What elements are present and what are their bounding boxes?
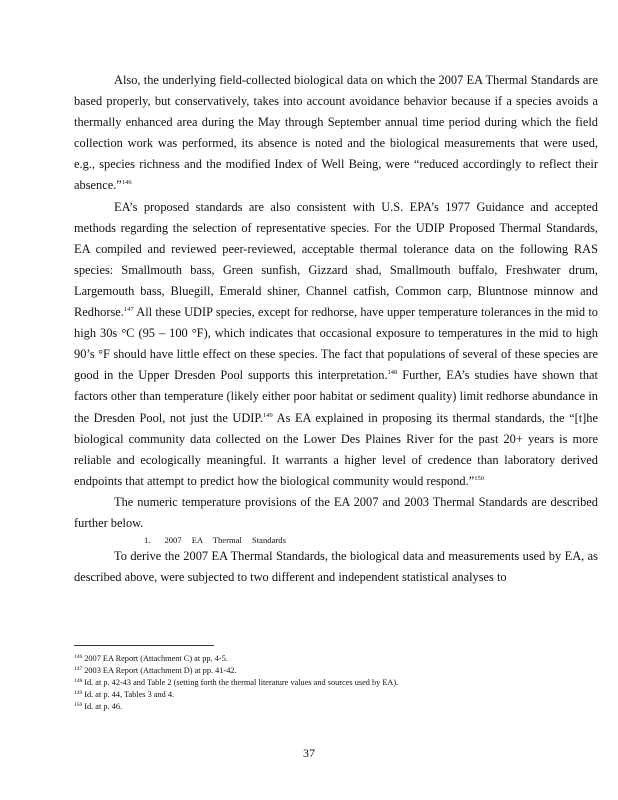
paragraph-text: Also, the underlying field-collected biological data on which the 2007 EA Thermal Standards are based properly, but conservatively, takes into account avoidance behavior because if a species avoids a thermally enhanced area during the May through September annual time period during which the field collection work was performed, its absence is noted and the biological measurements that were used, e.g., species richness and the modified Index of Well Being, were “reduced accordingly to reflect their absence.” — [74, 73, 598, 193]
paragraph-text: As EA explained in proposing its thermal standards, the “[t]he biological community data collected on the Lower Des Plaines River for the past 20+ years is more reliable and ecologically meaningful. It warrants a higher level of credence than laboratory derived endpoints that attempt to predict how the biological community would respond.” — [74, 410, 598, 488]
footnote-ref: 150 — [474, 474, 484, 482]
body-text — [74, 70, 598, 588]
footnote-ref: 147 — [123, 306, 134, 314]
paragraph-derivation — [74, 546, 598, 588]
section-heading — [74, 534, 598, 546]
footnote-item — [74, 688, 594, 700]
footnote-text: Id. at p. 44, Tables 3 and 4. — [84, 690, 175, 699]
section-number: 1. — [144, 535, 151, 546]
paragraph-text: To derive the 2007 EA Thermal Standards, the biological data and measurements used by EA, as described above, were subjected to two different and independent statistical analyses to — [74, 549, 598, 585]
paragraph-species — [74, 197, 598, 492]
footnote-item — [74, 676, 594, 688]
section-title: 2007 EA Thermal Standards — [164, 535, 286, 546]
page-number: 37 — [303, 746, 315, 760]
paragraph-avoidance — [74, 70, 598, 197]
footnote-text: 2003 EA Report (Attachment D) at pp. 41-42. — [84, 666, 237, 675]
footnote-number: 150 — [74, 702, 83, 708]
footnote-number: 149 — [74, 690, 83, 696]
footnote-number: 148 — [74, 678, 83, 684]
footnote-item — [74, 664, 594, 676]
footnote-ref: 149 — [263, 411, 273, 419]
footnote-item — [74, 652, 594, 664]
footnote-item — [74, 700, 594, 712]
footnote-text: Id. at p. 46. — [84, 702, 123, 711]
paragraph-provisions — [74, 492, 598, 534]
footnote-ref: 148 — [387, 369, 398, 377]
footnote-number: 147 — [74, 666, 83, 672]
footnote-text: 2007 EA Report (Attachment C) at pp. 4-5. — [84, 654, 228, 663]
footnote-ref: 146 — [121, 179, 132, 187]
footnotes — [74, 652, 594, 712]
paragraph-text: Further, EA’s studies have shown that factors other than temperature (likely either poor habitat or sediment quality) limit redhorse abundance in the Dresden Pool, not just the UDIP. — [74, 368, 598, 425]
paragraph-text: The numeric temperature provisions of the EA 2007 and 2003 Thermal Standards are described further below. — [74, 494, 598, 530]
paragraph-text: All these UDIP species, except for redhorse, have upper temperature tolerances in the mid to high 30s °C (95 – 100 °F), which indicates that occasional exposure to temperatures in the mid to high 90’s °F should have little effect on these species. The fact that populations of several of these species are good in the Upper Dresden Pool supports this interpretation. — [74, 305, 598, 383]
footnote-number: 146 — [74, 654, 83, 660]
footnote-separator — [74, 645, 214, 646]
footnote-text: Id. at p. 42-43 and Table 2 (setting forth the thermal literature values and sources used by EA). — [84, 678, 399, 687]
paragraph-text: EA’s proposed standards are also consistent with U.S. EPA’s 1977 Guidance and accepted methods regarding the selection of representative species. For the UDIP Proposed Thermal Standards, EA compiled and reviewed peer-reviewed, acceptable thermal tolerance data on the following RAS species: Smallmouth bass, Green sunfish, Gizzard shad, Smallmouth buffalo, Freshwater drum, Largemouth bass, Bluegill, Emerald shiner, Channel catfish, Common carp, Bluntnose minnow and Redhorse. — [74, 199, 598, 320]
